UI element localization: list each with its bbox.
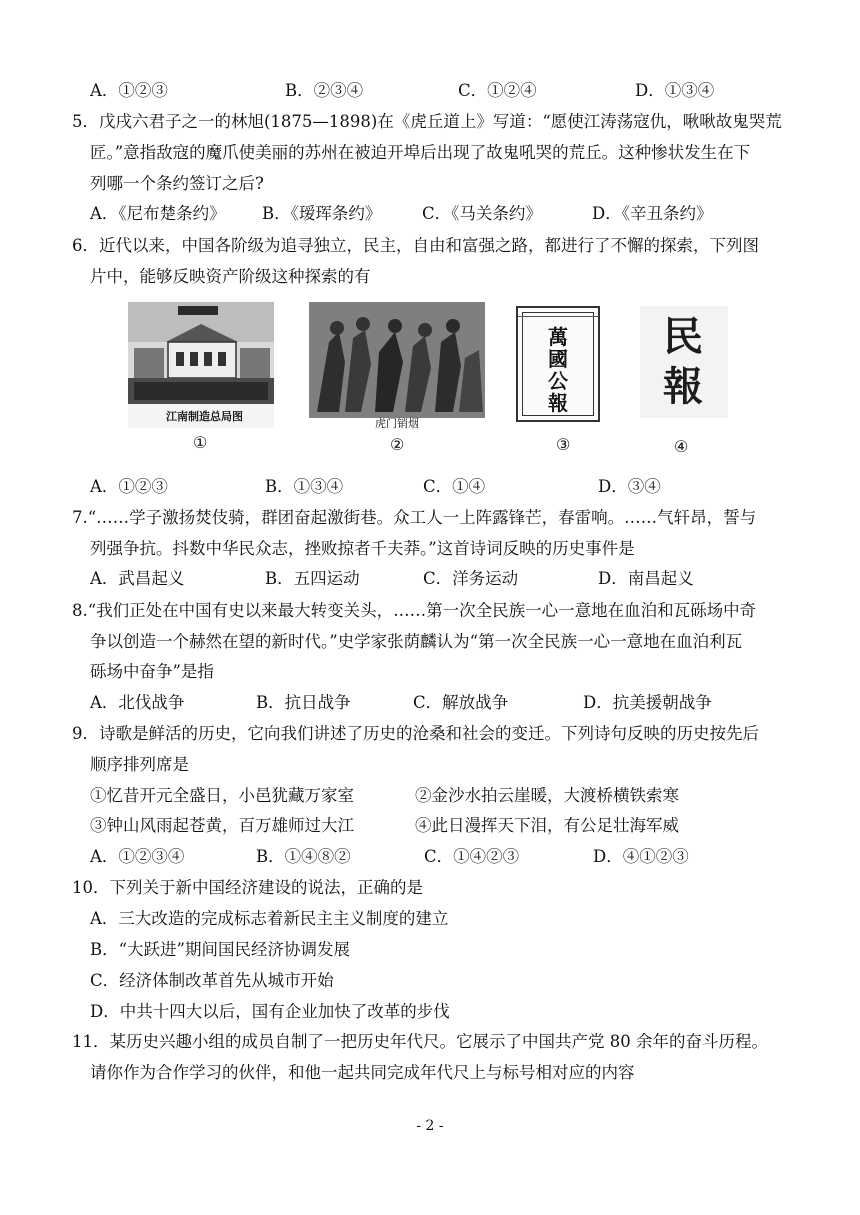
q8-option-b: B．抗日战争 <box>256 693 351 712</box>
q6-option-d: D．③④ <box>598 477 661 496</box>
q6-image-2-caption: 虎门销烟 <box>375 417 419 430</box>
prev-option-b: B．②③④ <box>285 81 364 100</box>
q7-option-c: C．洋务运动 <box>423 569 519 588</box>
q11-stem-line-2: 请你作为合作学习的伙伴，和他一起共同完成年代尺上与标号相对应的内容 <box>90 1063 635 1082</box>
q6-image-4 <box>640 306 728 418</box>
q5-stem-line-1: 5．戊戌六君子之一的林旭(1875—1898)在《虎丘道上》写道：“愿使江涛荡寇仇，啾啾故鬼哭荒 <box>72 112 782 131</box>
q6-image-1 <box>128 302 274 428</box>
q6-stem-line-2: 片中，能够反映资产阶级这种探索的有 <box>90 267 371 286</box>
q10-option-b: B．“大跃进”期间国民经济协调发展 <box>90 940 350 959</box>
q8-option-c: C．解放战争 <box>413 693 509 712</box>
q6-label-2: ② <box>390 435 405 454</box>
q6-image-row <box>0 295 860 460</box>
q6-image-2 <box>309 302 485 432</box>
q7-option-b: B．五四运动 <box>265 569 360 588</box>
q8-option-d: D．抗美援朝战争 <box>583 693 712 712</box>
q9-option-d: D．④①②③ <box>593 847 689 866</box>
q5-option-b: B．《瑷珲条约》 <box>262 204 382 223</box>
q9-option-a: A．①②③④ <box>90 847 185 866</box>
q6-label-3: ③ <box>556 435 571 454</box>
q5-stem-line-2: 匠。”意指敌寇的魔爪使美丽的苏州在被迫开埠后出现了故鬼吼哭的荒丘。这种惨状发生在下 <box>90 143 751 162</box>
q9-option-b: B．①④⑧② <box>256 847 351 866</box>
humen-relief-photo <box>309 302 485 432</box>
q6-image-3-title: 萬國公報 <box>548 325 568 415</box>
q6-stem-line-1: 6．近代以来，中国各阶级为追寻独立，民主，自由和富强之路，都进行了不懈的探索，下列图 <box>72 236 759 255</box>
page-number: - 2 - <box>416 1118 444 1134</box>
q5-stem-line-3: 列哪一个条约签订之后? <box>90 174 264 193</box>
q5-option-c: C．《马关条约》 <box>422 204 542 223</box>
q8-stem-line-2: 争以创造一个赫然在望的新时代。”史学家张荫麟认为“第一次全民族一心一意地在血泊利瓦 <box>90 632 743 651</box>
q9-poem-4: ④此日漫挥天下泪，有公足壮海军威 <box>415 816 679 835</box>
q6-option-b: B．①③④ <box>265 477 344 496</box>
q6-option-a: A．①②③ <box>90 477 168 496</box>
q9-poem-1: ①忆昔开元全盛日，小邑犹藏万家室 <box>90 786 354 805</box>
q6-label-4: ④ <box>674 437 689 456</box>
q7-stem-line-1: 7.“……学子激扬焚伎骑，群团奋起激街巷。众工人一上阵露锋芒，春雷响。……气轩昂，誓与 <box>72 508 757 527</box>
q8-stem-line-1: 8.“我们正处在中国有史以来最大转变关头，……第一次全民族一心一意地在血泊和瓦砾场中奇 <box>72 601 757 620</box>
q5-option-d: D．《辛丑条约》 <box>592 204 713 223</box>
q7-option-d: D．南昌起义 <box>598 569 694 588</box>
q5-option-a: A．《尼布楚条约》 <box>90 204 226 223</box>
q9-option-c: C．①④②③ <box>424 847 520 866</box>
prev-option-d: D．①③④ <box>635 81 715 100</box>
q10-option-a: A．三大改造的完成标志着新民主主义制度的建立 <box>90 909 449 928</box>
q9-stem-line-1: 9．诗歌是鲜活的历史，它向我们讲述了历史的沧桑和社会的变迁。下列诗句反映的历史按先后 <box>72 724 759 743</box>
q6-image-3 <box>516 306 600 422</box>
prev-option-a: A．①②③ <box>90 81 168 100</box>
q7-stem-line-2: 列强争抗。抖数中华民众志，挫败掠者千夫莽。”这首诗词反映的历史事件是 <box>90 539 635 558</box>
q9-poem-3: ③钟山风雨起苍黄，百万雄师过大江 <box>90 816 354 835</box>
q10-stem: 10．下列关于新中国经济建设的说法，正确的是 <box>72 878 423 897</box>
q6-image-1-caption: 江南制造总局图 <box>166 410 243 423</box>
q8-stem-line-3: 砾场中奋争”是指 <box>90 662 214 681</box>
q6-option-c: C．①④ <box>423 477 486 496</box>
q10-option-d: D．中共十四大以后，国有企业加快了改革的步伐 <box>90 1002 450 1021</box>
q10-option-c: C．经济体制改革首先从城市开始 <box>90 971 334 990</box>
q8-option-a: A．北伐战争 <box>90 693 185 712</box>
q6-image-4-title: 民報 <box>663 313 703 410</box>
q6-label-1: ① <box>193 433 208 452</box>
q7-option-a: A．武昌起义 <box>90 569 185 588</box>
q9-stem-line-2: 顺序排列席是 <box>90 755 189 774</box>
q11-stem-line-1: 11．某历史兴趣小组的成员自制了一把历史年代尺。它展示了中国共产党 80 余年的奋斗历程。 <box>72 1032 768 1051</box>
q9-poem-2: ②金沙水拍云崖暖，大渡桥横铁索寒 <box>415 786 679 805</box>
prev-option-c: C．①②④ <box>458 81 537 100</box>
